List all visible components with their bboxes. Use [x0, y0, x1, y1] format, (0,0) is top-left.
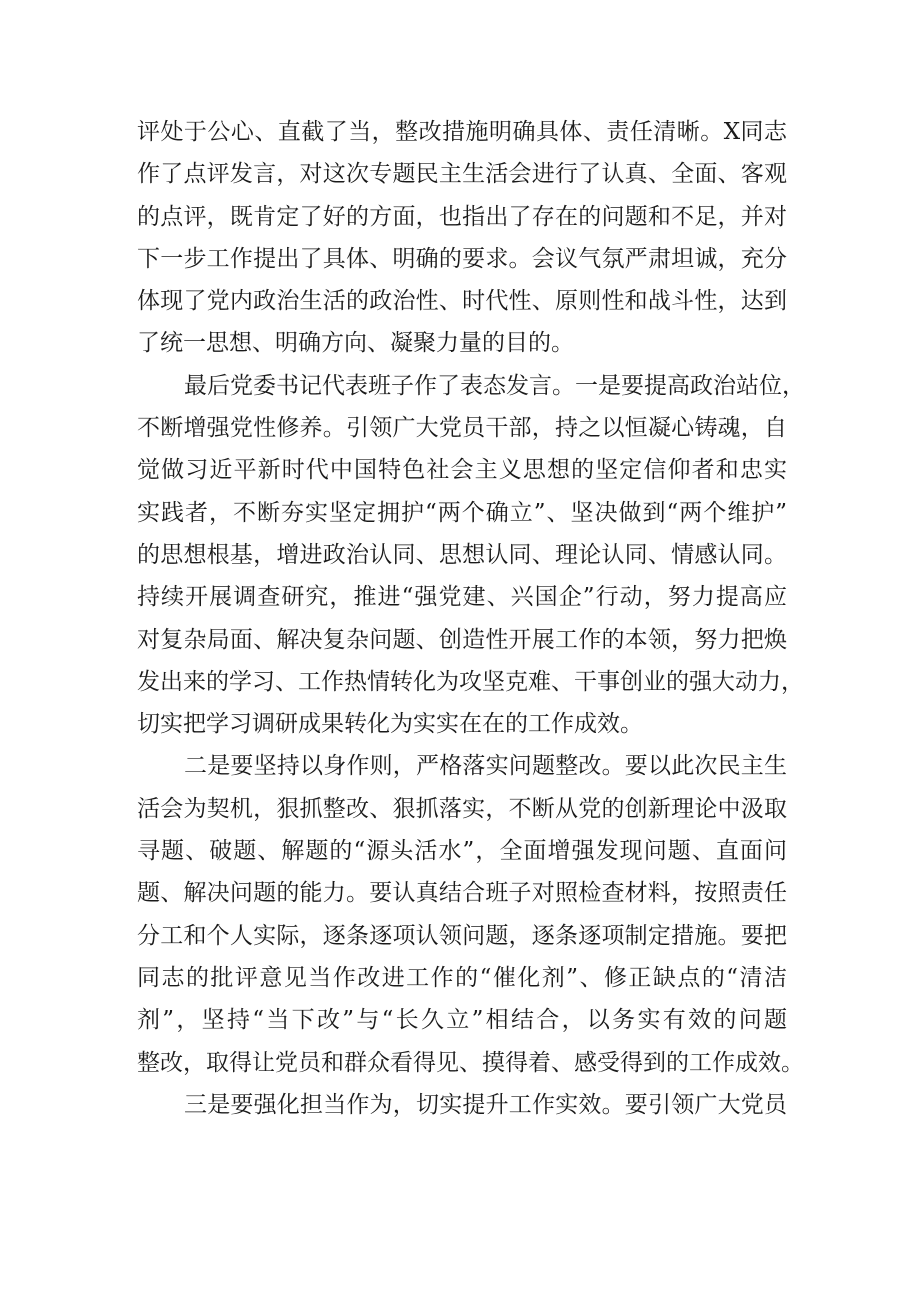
paragraph-line: 体现了党内政治生活的政治性、时代性、原则性和战斗性，达到	[137, 288, 787, 315]
paragraph	[137, 111, 787, 365]
paragraph-line: 觉做习近平新时代中国特色社会主义思想的坚定信仰者和忠实	[137, 457, 787, 484]
paragraph	[137, 1084, 787, 1126]
paragraph-line: 切实把学习调研成果转化为实实在在的工作成效。	[137, 711, 643, 738]
paragraph-line: 的点评，既肯定了好的方面，也指出了存在的问题和不足，并对	[137, 203, 787, 230]
document-body	[137, 111, 805, 1126]
paragraph-line: 评处于公心、直截了当，整改措施明确具体、责任清晰。X同志	[137, 119, 787, 145]
paragraph-line: 寻题、破题、解题的“源头活水”，全面增强发现问题、直面问	[137, 838, 787, 865]
paragraph-line: 下一步工作提出了具体、明确的要求。会议气氛严肃坦诚，充分	[137, 245, 787, 272]
paragraph-line: 二是要坚持以身作则，严格落实问题整改。要以此次民主生	[184, 753, 787, 780]
paragraph-line: 了统一思想、明确方向、凝聚力量的目的。	[137, 330, 574, 357]
paragraph-line: 不断增强党性修养。引领广大党员干部，持之以恒凝心铸魂，自	[137, 415, 787, 442]
paragraph-line: 题、解决问题的能力。要认真结合班子对照检查材料，按照责任	[137, 880, 787, 907]
paragraph-line: 剂”，坚持“当下改”与“长久立”相结合，以务实有效的问题	[137, 1007, 787, 1034]
paragraph-line: 同志的批评意见当作改进工作的“催化剂”、修正缺点的“清洁	[137, 964, 787, 991]
paragraph-line: 的思想根基，增进政治认同、思想认同、理论认同、情感认同。	[137, 541, 787, 568]
paragraph-line: 持续开展调查研究，推进“强党建、兴国企”行动，努力提高应	[137, 584, 787, 611]
paragraph-line: 发出来的学习、工作热情转化为攻坚克难、干事创业的强大动力，	[137, 668, 804, 695]
paragraph-line: 对复杂局面、解决复杂问题、创造性开展工作的本领，努力把焕	[137, 626, 787, 653]
paragraph-line: 实践者，不断夯实坚定拥护“两个确立”、坚决做到“两个维护”	[137, 499, 787, 526]
paragraph	[137, 745, 804, 1083]
paragraph-line: 三是要强化担当作为，切实提升工作实效。要引领广大党员	[184, 1091, 787, 1118]
paragraph-line: 分工和个人实际，逐条逐项认领问题，逐条逐项制定措施。要把	[137, 922, 787, 949]
paragraph	[137, 365, 805, 746]
paragraph-line: 最后党委书记代表班子作了表态发言。一是要提高政治站位，	[184, 372, 805, 399]
paragraph-line: 整改，取得让党员和群众看得见、摸得着、感受得到的工作成效。	[137, 1049, 804, 1076]
paragraph-line: 活会为契机，狠抓整改、狠抓落实，不断从党的创新理论中汲取	[137, 795, 787, 822]
paragraph-line: 作了点评发言，对这次专题民主生活会进行了认真、全面、客观	[137, 161, 787, 188]
